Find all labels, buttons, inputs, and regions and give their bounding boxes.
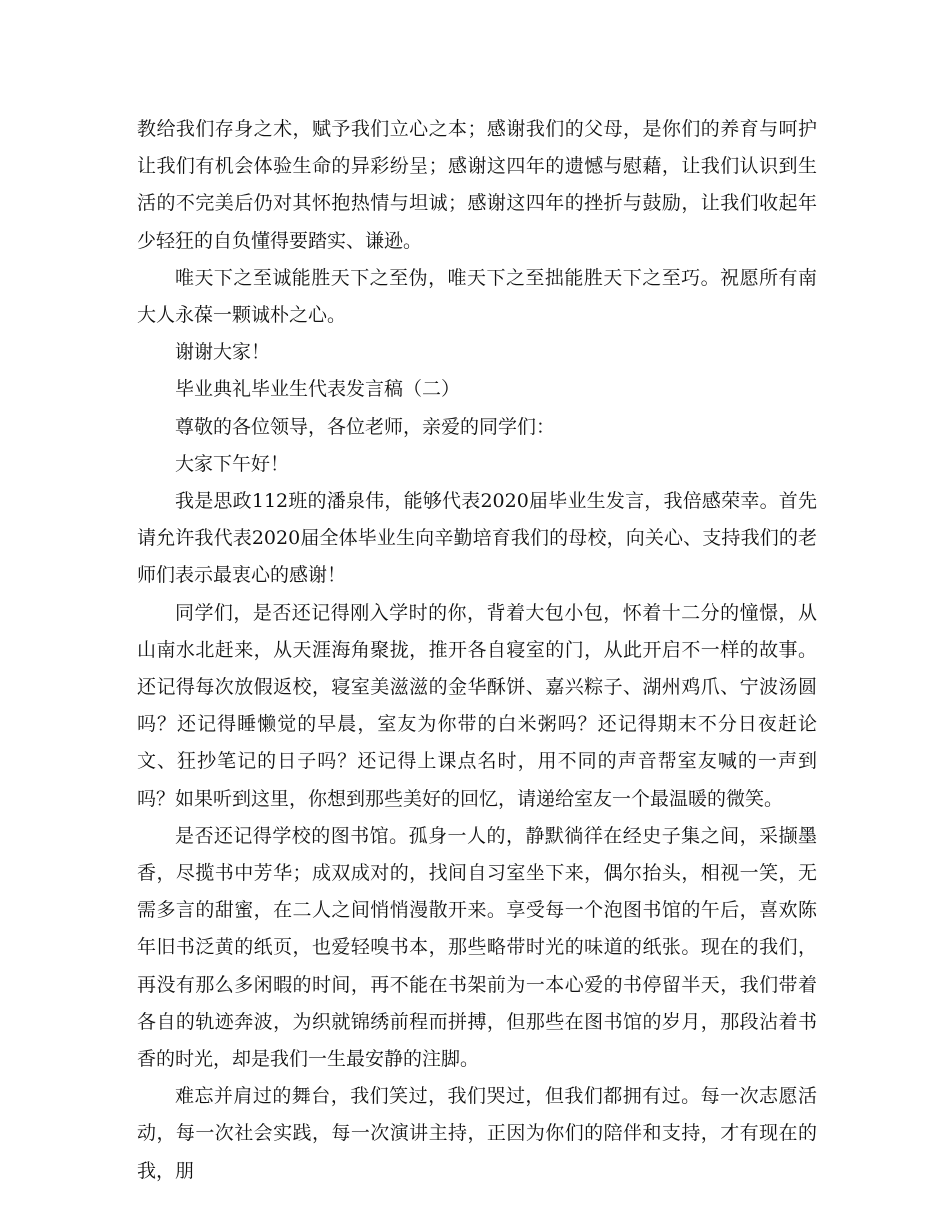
document-body (137, 111, 817, 1190)
paragraph-memories-dorm: 同学们，是否还记得刚入学时的你，背着大包小包，怀着十二分的憧憬，从山南水北赶来，从天涯海角聚拢，推开各自寝室的门，从此开启不一样的故事。还记得每次放假返校，寝室美滋滋的金华酥饼、嘉兴粽子、湖州鸡爪、宁波汤圆吗？还记得睡懒觉的早晨，室友为你带的白米粥吗？还记得期末不分日夜赶论文、狂抄笔记的日子吗？还记得上课点名时，用不同的声音帮室友喊的一声到吗？如果听到这里，你想到那些美好的回忆，请递给室友一个最温暖的微笑。 (137, 601, 817, 810)
paragraph-greeting: 大家下午好！ (175, 452, 290, 475)
paragraph-salutation: 尊敬的各位领导，各位老师，亲爱的同学们： (175, 415, 556, 438)
paragraph-continued: 教给我们存身之术，赋予我们立心之本；感谢我们的父母，是你们的养育与呵护让我们有机会体验生命的异彩纷呈；感谢这四年的遗憾与慰藉，让我们认识到生活的不完美后仍对其怀抱热情与坦诚；感谢这四年的挫折与鼓励，让我们收起年少轻狂的自负懂得要踏实、谦逊。 (137, 118, 817, 252)
paragraph-memories-stage: 难忘并肩过的舞台，我们笑过，我们哭过，但我们都拥有过。每一次志愿活动，每一次社会实践，每一次演讲主持，正因为你们的陪伴和支持，才有现在的我，朋 (137, 1085, 817, 1182)
paragraph-intro: 我是思政112班的潘泉伟，能够代表2020届毕业生发言，我倍感荣幸。首先请允许我代表2020届全体毕业生向辛勤培育我们的母校，向关心、支持我们的老师们表示最衷心的感谢！ (137, 490, 817, 587)
paragraph-thanks: 谢谢大家！ (175, 341, 271, 364)
section-title: 毕业典礼毕业生代表发言稿（二） (175, 378, 461, 401)
paragraph-blessing: 唯天下之至诚能胜天下之至伪，唯天下之至拙能胜天下之至巧。祝愿所有南大人永葆一颗诚朴之心。 (137, 266, 817, 327)
paragraph-memories-library: 是否还记得学校的图书馆。孤身一人的，静默徜徉在经史子集之间，采撷墨香，尽揽书中芳华；成双成对的，找间自习室坐下来，偶尔抬头，相视一笑，无需多言的甜蜜，在二人之间悄悄漫散开来。享受每一个泡图书馆的午后，喜欢陈年旧书泛黄的纸页，也爱轻嗅书本，那些略带时光的味道的纸张。现在的我们，再没有那么多闲暇的时间，再不能在书架前为一本心爱的书停留半天，我们带着各自的轨迹奔波，为织就锦绣前程而拼搏，但那些在图书馆的岁月，那段沾着书香的时光，却是我们一生最安静的注脚。 (137, 824, 817, 1071)
